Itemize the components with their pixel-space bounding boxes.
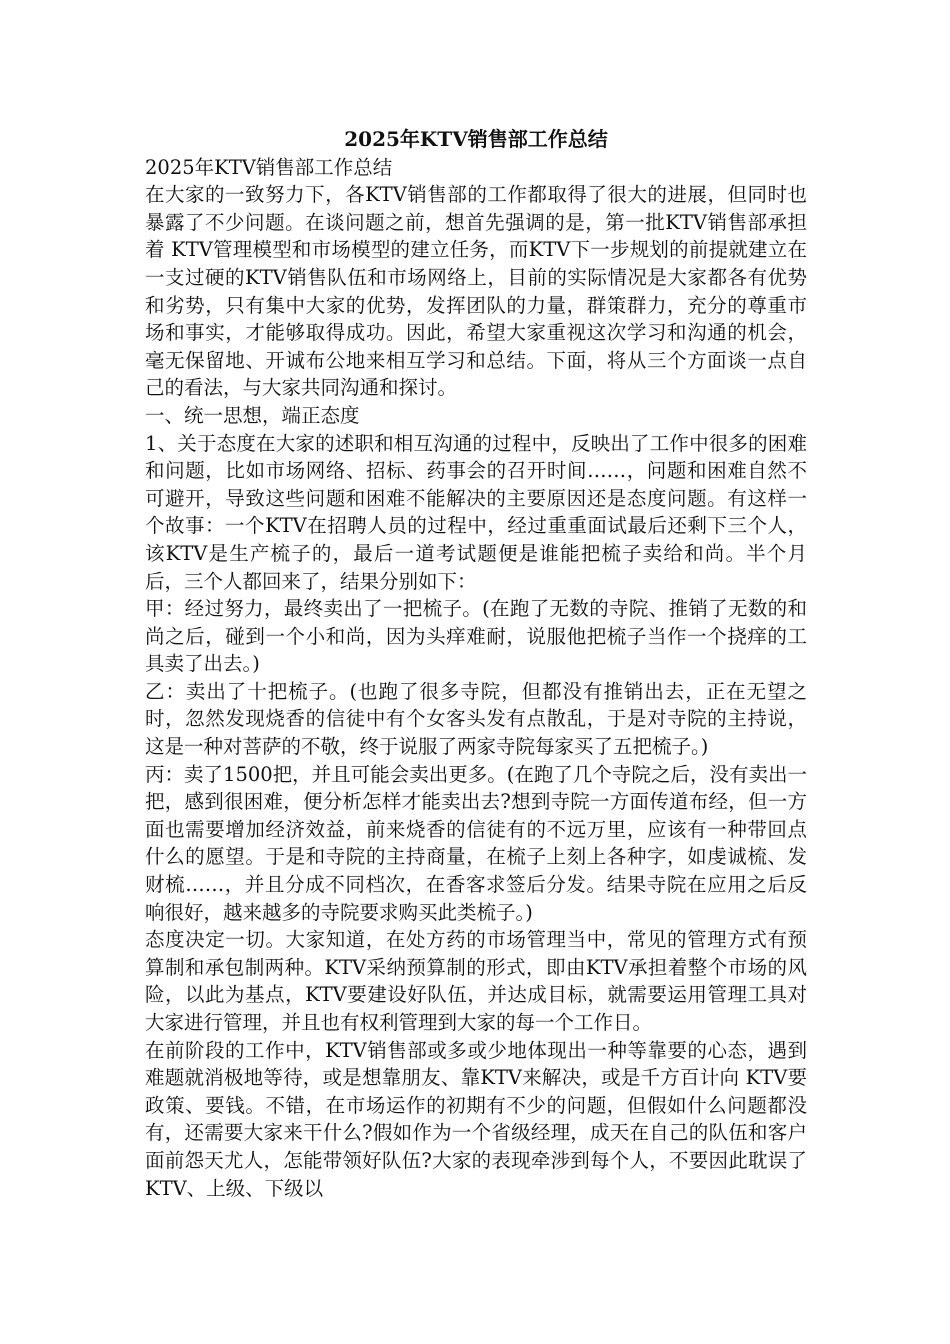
- subtitle-paragraph: 2025年KTV销售部工作总结: [145, 155, 393, 179]
- document-page: [145, 126, 807, 1202]
- story-paragraph-b: 乙：卖出了十把梳子。(也跑了很多寺院，但都没有推销出去，正在无望之时，忽然发现烧香的信徒中有个女客头发有点散乱，于是对寺院的主持说，这是一种对菩萨的不敬，终于说服了两家寺院每家买了五把梳子。): [145, 679, 807, 759]
- attitude-decides-paragraph: 态度决定一切。大家知道，在处方药的市场管理当中，常见的管理方式有预算制和承包制两种。KTV采纳预算制的形式，即由KTV承担着整个市场的风险，以此为基点，KTV要建设好队伍，并达成目标，就需要运用管理工具对大家进行管理，并且也有权利管理到大家的每一个工作日。: [145, 928, 807, 1034]
- intro-paragraph: 在大家的一致努力下，各KTV销售部的工作都取得了很大的进展，但同时也暴露了不少问题。在谈问题之前，想首先强调的是，第一批KTV销售部承担着 KTV管理模型和市场模型的建立任务，而KTV下一步规划的前提就建立在一支过硬的KTV销售队伍和市场网络上，目前的实际情况是大家都各有优势和劣势，只有集中大家的优势，发挥团队的力量，群策群力，充分的尊重市场和事实，才能够取得成功。因此，希望大家重视这次学习和沟通的机会，毫无保留地、开诚布公地来相互学习和总结。下面，将从三个方面谈一点自己的看法，与大家共同沟通和探讨。: [145, 183, 807, 400]
- story-paragraph-c: 丙：卖了1500把，并且可能会卖出更多。(在跑了几个寺院之后，没有卖出一把，感到很困难，便分析怎样才能卖出去?想到寺院一方面传道布经，但一方面也需要增加经济效益，前来烧香的信徒有的不远万里，应该有一种带回点什么的愿望。于是和寺院的主持商量，在梳子上刻上各种字，如虔诚梳、发财梳……，并且分成不同档次，在香客求签后分发。结果寺院在应用之后反响很好，越来越多的寺院要求购买此类梳子。): [145, 762, 807, 924]
- attitude-paragraph: 1、关于态度在大家的述职和相互沟通的过程中，反映出了工作中很多的困难和问题，比如市场网络、招标、药事会的召开时间……，问题和困难自然不可避开，导致这些问题和困难不能解决的主要原因还是态度问题。有这样一个故事：一个KTV在招聘人员的过程中，经过重重面试最后还剩下三个人，该KTV是生产梳子的，最后一道考试题便是谁能把梳子卖给和尚。半个月后，三个人都回来了，结果分别如下：: [145, 431, 807, 593]
- story-paragraph-a: 甲：经过努力，最终卖出了一把梳子。(在跑了无数的寺院、推销了无数的和尚之后，碰到一个小和尚，因为头痒难耐，说服他把梳子当作一个挠痒的工具卖了出去。): [145, 597, 807, 676]
- previous-stage-paragraph: 在前阶段的工作中，KTV销售部或多或少地体现出一种等靠要的心态，遇到难题就消极地等待，或是想靠朋友、靠KTV来解决，或是千方百计向 KTV要政策、要钱。不错，在市场运作的初期有不少的问题，但假如什么问题都没有，还需要大家来干什么?假如作为一个省级经理，成天在自己的队伍和客户面前怨天尤人，怎能带领好队伍?大家的表现牵涉到每个人，不要因此耽误了KTV、上级、下级以: [145, 1038, 807, 1200]
- section-heading: 一、统一思想，端正态度: [145, 403, 360, 427]
- document-title: 2025年KTV销售部工作总结: [344, 127, 608, 151]
